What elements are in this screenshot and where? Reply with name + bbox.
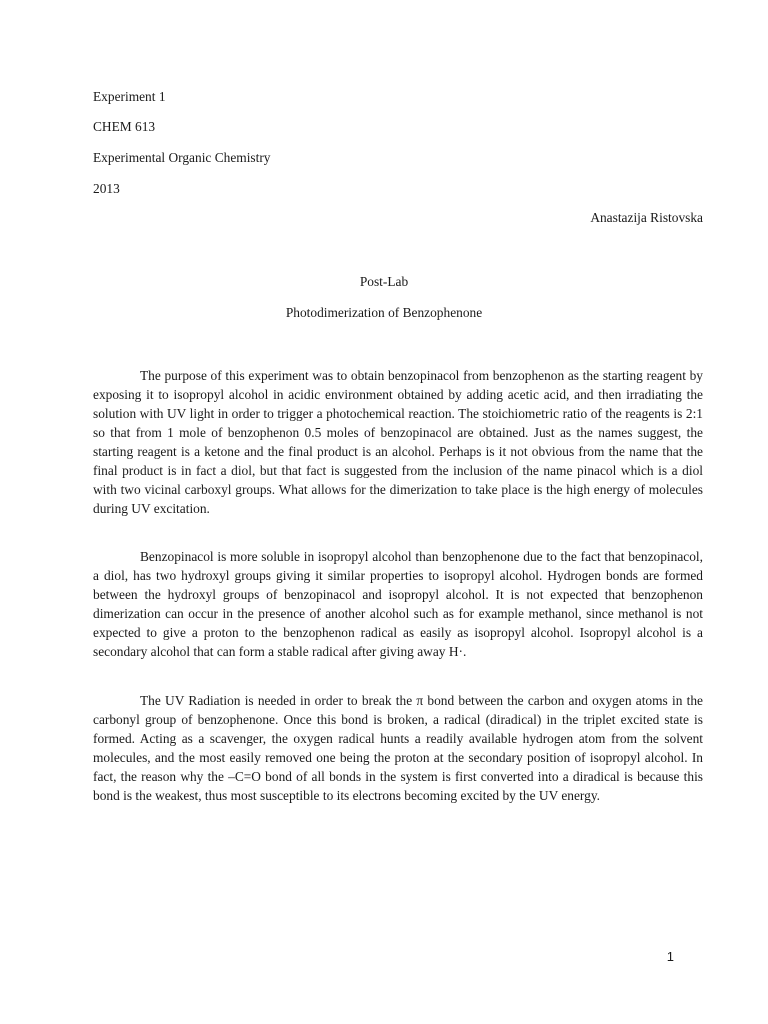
author-name: Anastazija Ristovska: [590, 210, 703, 225]
paragraph-solubility: Benzopinacol is more soluble in isopropyl alcohol than benzophenone due to the fact that benzopinacol, a diol, has two hydroxyl groups giving it similar properties to isopropyl alcohol. Hydrogen bonds are formed between the hydroxyl groups of benzopinacol and isopropyl alcohol. It is not expected that benzophenon dimerization can occur in the presence of another alcohol such as for example methanol, since methanol is not expected to give a proton to the benzophenon radical as easily as isopropyl alcohol. Isopropyl alcohol is a secondary alcohol that can form a stable radical after giving away H·.: [93, 549, 703, 659]
document-kind: Post-Lab: [359, 274, 409, 289]
course-name: Experimental Organic Chemistry: [93, 150, 271, 165]
page-number: 1: [666, 949, 674, 964]
document-title: Photodimerization of Benzophenone: [285, 305, 483, 320]
experiment-label: Experiment 1: [93, 89, 166, 104]
year: 2013: [93, 181, 120, 196]
course-code: CHEM 613: [93, 119, 156, 134]
paragraph-uv-radiation: The UV Radiation is needed in order to break the π bond between the carbon and oxygen atoms in the carbonyl group of benzophenone. Once this bond is broken, a radical (diradical) in the triplet excited state is formed. Acting as a scavenger, the oxygen radical hunts a readily available hydrogen atom from the solvent molecules, and the most easily removed one being the proton at the secondary position of isopropyl alcohol. In fact, the reason why the –C=O bond of all bonds in the system is first converted into a diradical is because this bond is the weakest, thus most susceptible to its electrons becoming excited by the UV energy.: [93, 693, 703, 803]
paragraph-purpose: The purpose of this experiment was to obtain benzopinacol from benzophenon as the starting reagent by exposing it to isopropyl alcohol in acidic environment obtained by adding acetic acid, and then irradiating the solution with UV light in order to trigger a photochemical reaction. The stoichiometric ratio of the reagents is 2:1 so that from 1 mole of benzophenon 0.5 moles of benzopinacol are obtained. Just as the names suggest, the starting reagent is a ketone and the final product is an alcohol. Perhaps is it not obvious from the name that the final product is in fact a diol, but that fact is suggested from the inclusion of the name pinacol which is a diol with two vicinal carboxyl groups. What allows for the dimerization to take place is the high energy of molecules during UV excitation.: [93, 368, 703, 516]
